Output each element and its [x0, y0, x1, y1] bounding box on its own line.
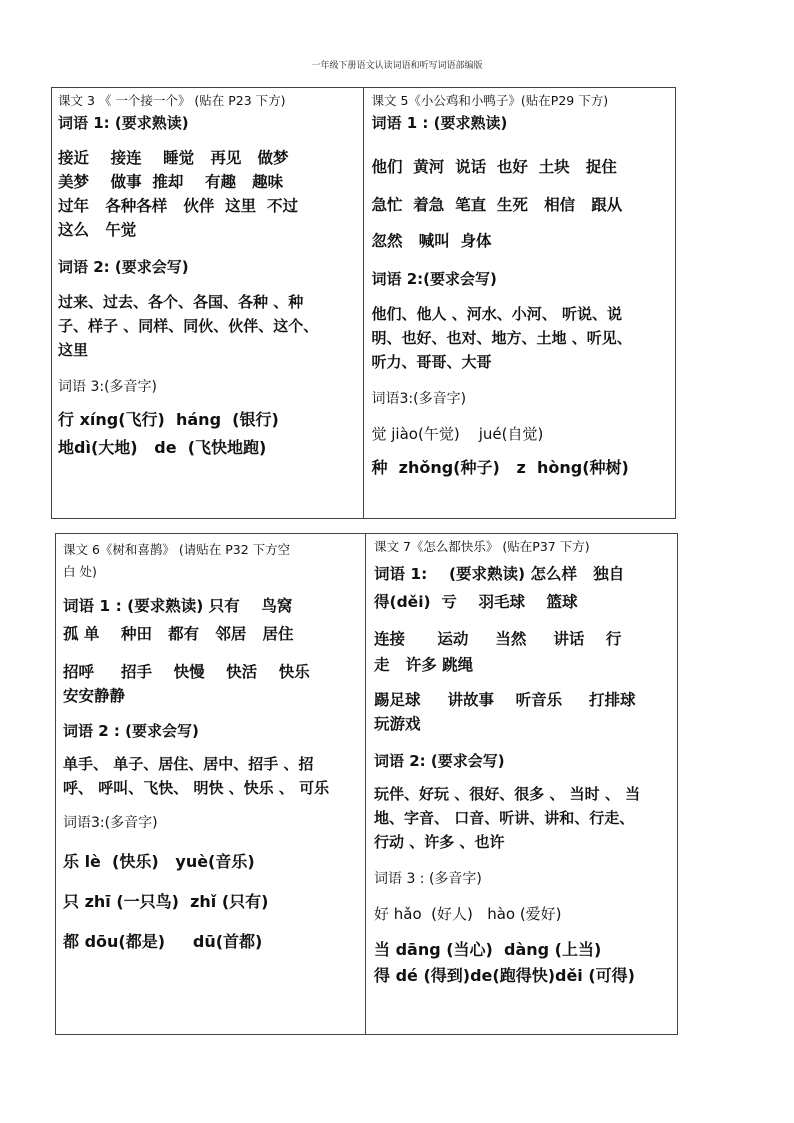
polyphone-line: 得 dé (得到)de(跑得快)děi (可得) [374, 966, 635, 985]
word-line: 踢足球 讲故事 听音乐 打排球 [374, 691, 636, 709]
section-title-words-3: 词语 3:(多音字) [58, 379, 157, 395]
section-title-words-2: 词语 2: (要求会写) [374, 752, 505, 770]
table-lessons-3-5 [51, 87, 676, 519]
word-line: 词语 1: (要求熟读) 怎么样 独自 [374, 565, 625, 583]
cell-lesson-7 [366, 534, 677, 1034]
polyphone-line: 乐 lè (快乐) yuè(音乐) [63, 852, 255, 871]
word-line: 这里 [58, 341, 89, 359]
cell-lesson-3 [52, 88, 364, 518]
word-line: 呼、 呼叫、飞快、 明快 、快乐 、 可乐 [63, 779, 330, 797]
word-line: 他们、他人 、河水、小河、 听说、说 [371, 305, 622, 323]
word-line: 他们 黄河 说话 也好 土块 捉住 [371, 158, 617, 176]
section-title-words-3: 词语 3 : (多音字) [374, 871, 482, 887]
section-title-words-3: 词语3:(多音字) [63, 815, 158, 831]
word-line: 地、字音、 口音、听讲、讲和、行走、 [374, 809, 635, 827]
word-line: 单手、 单子、居住、居中、招手 、招 [63, 755, 314, 773]
polyphone-line: 种 zhǒng(种子) z hòng(种树) [371, 458, 629, 477]
word-line: 玩伴、好玩 、很好、很多 、 当时 、 当 [374, 785, 641, 803]
word-line: 连接 运动 当然 讲话 行 [374, 630, 622, 648]
polyphone-line: 好 hǎo (好人) hào (爱好) [374, 905, 562, 923]
word-line: 这么 午觉 [58, 221, 137, 239]
word-line: 明、也好、也对、地方、土地 、听见、 [371, 329, 632, 347]
word-line: 玩游戏 [374, 715, 421, 733]
section-title-words-2: 词语 2:(要求会写) [371, 270, 497, 288]
word-line: 接近 接连 睡觉 再见 做梦 [58, 149, 289, 167]
section-title-words-2: 词语 2 : (要求会写) [63, 722, 199, 740]
polyphone-line: 行 xíng(飞行) háng (银行) [58, 410, 279, 429]
word-line: 行动 、许多 、也许 [374, 833, 505, 851]
polyphone-line: 地dì(大地) de (飞快地跑) [58, 438, 267, 457]
word-line: 得(děi) 亏 羽毛球 篮球 [374, 593, 578, 611]
word-line: 过来、过去、各个、各国、各种 、种 [58, 293, 304, 311]
lesson-title: 白 处) [63, 564, 97, 579]
section-title-words-1: 词语 1: (要求熟读) [58, 114, 189, 132]
word-line: 急忙 着急 笔直 生死 相信 跟从 [371, 196, 623, 214]
table-lessons-6-7 [55, 533, 678, 1035]
cell-lesson-5 [364, 88, 676, 518]
word-line: 招呼 招手 快慢 快活 快乐 [63, 663, 310, 681]
word-line: 词语 1 : (要求熟读) 只有 鸟窝 [63, 597, 293, 615]
polyphone-line: 都 dōu(都是) dū(首都) [63, 932, 263, 951]
word-line: 走 许多 跳绳 [374, 656, 474, 674]
section-title-words-3: 词语3:(多音字) [371, 391, 467, 407]
lesson-title: 课文 6《树和喜鹊》 (请贴在 P32 下方空 [63, 542, 291, 557]
polyphone-line: 当 dāng (当心) dàng (上当) [374, 940, 602, 959]
page-header: 一年级下册语文认读词语和听写词语部编版 [311, 61, 483, 71]
lesson-title: 课文 3 《 一个接一个》 (贴在 P23 下方) [58, 93, 286, 108]
word-line: 子、样子 、同样、同伙、伙伴、这个、 [58, 317, 319, 335]
polyphone-line: 觉 jiào(午觉) jué(自觉) [371, 425, 544, 443]
lesson-title: 课文 7《怎么都快乐》 (贴在P37 下方) [374, 539, 590, 554]
lesson-title: 课文 5《小公鸡和小鸭子》(贴在P29 下方) [371, 93, 609, 108]
word-line: 忽然 喊叫 身体 [371, 232, 492, 250]
word-line: 安安静静 [63, 687, 126, 705]
section-title-words-1: 词语 1 : (要求熟读) [371, 114, 508, 132]
section-title-words-2: 词语 2: (要求会写) [58, 258, 189, 276]
word-line: 听力、哥哥、大哥 [371, 353, 492, 371]
polyphone-line: 只 zhī (一只鸟) zhǐ (只有) [63, 892, 269, 911]
word-line: 孤 单 种田 都有 邻居 居住 [63, 625, 294, 643]
word-line: 过年 各种各样 伙伴 这里 不过 [58, 197, 298, 215]
word-line: 美梦 做事 推却 有趣 趣味 [58, 173, 284, 191]
cell-lesson-6 [56, 534, 366, 1034]
